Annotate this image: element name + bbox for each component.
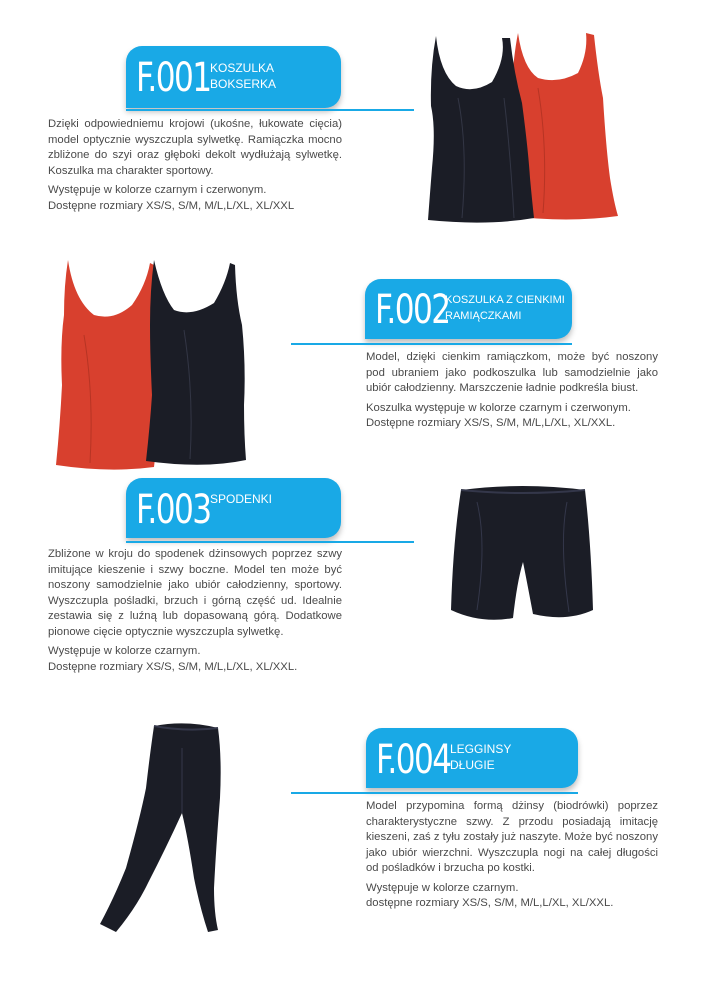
colors-text: Występuje w kolorze czarnym i czerwonym. [48,184,267,196]
sizes-text: dostępne rozmiary XS/S, S/M, M/L,L/XL, XL/XXL. [366,897,614,909]
colors-text: Koszulka występuje w kolorze czarnym i czerwonym. [366,401,631,414]
product-name-line1: SPODENKI [210,492,273,506]
product-image-leggings [96,718,246,943]
section-divider [291,343,572,345]
product-name-line1: LEGGINSY [450,742,512,756]
product-image-camisoles [54,255,254,475]
section-divider [291,792,578,794]
product-badge-f002 [365,279,572,339]
description-text: Zbliżone w kroju do spodenek dżinsowych poprzez szwy imitujące kieszenie i szwy boczne. Model ten może być noszony samodzielnie jako ubiór całodzienny, sportowy. Wyszczupla pośladki, brzuch i górną część ud. Idealnie zestawia się z luźną lub dopasowaną górą. Dodatkowe pionowe cięcie optycznie wyszczupla sylwetkę. [48,548,342,638]
colors-text: Występuje w kolorze czarnym. [366,881,519,894]
section-divider [126,109,414,111]
product-name-line1: KOSZULKA Z CIENKIMI [445,294,565,306]
product-code: F.002 [375,287,450,333]
product-description-f003 [48,547,342,679]
description-text: Dzięki odpowiedniemu krojowi (ukośne, łukowate cięcia) model optycznie wyszczupla sylwetkę. Ramiączka mocno zbliżone do szyi oraz głęboki dekolt wydłużają sylwetkę. Koszulka ma charakter sportowy. [48,118,342,177]
description-text: Model przypomina formą dżinsy (biodrówki) poprzez charakterystyczne szwy. Z przodu posiadają imitację kieszeni, zaś z tyłu zostały już naszyte. Może być noszony jako ubiór wierzchni. Wyszczupla nogi na całej długości od pośladków i brzucha po kostki. [366,800,658,874]
sizes-text: Dostępne rozmiary XS/S, S/M, M/L,L/XL, XL/XXL [48,199,295,212]
product-badge-f004 [366,728,578,788]
product-name-line2: RAMIĄCZKAMI [445,310,522,322]
section-divider [126,541,414,543]
product-code: F.004 [376,737,451,783]
product-name-line2: DŁUGIE [450,758,495,772]
product-code: F.003 [136,487,211,533]
colors-text: Występuje w kolorze czarnym. [48,645,201,657]
product-description-f002 [366,350,658,436]
product-name-line1: KOSZULKA [210,61,275,75]
product-description-f004 [366,799,658,916]
product-name-line2: BOKSERKA [210,77,277,91]
product-code: F.001 [136,55,211,101]
sizes-text: Dostępne rozmiary XS/S, S/M, M/L,L/XL, XL/XXL. [366,417,616,429]
product-badge-f001 [126,46,341,108]
product-image-tank-tops [418,28,648,228]
product-description-f001 [48,117,342,218]
product-badge-f003 [126,478,341,538]
product-image-shorts [447,482,597,627]
description-text: Model, dzięki cienkim ramiączkom, może być noszony pod ubraniem jako podkoszulka lub samodzielnie jako ubiór całodzienny. Marszczenie ładnie podkreśla biust. [366,351,658,394]
sizes-text: Dostępne rozmiary XS/S, S/M, M/L,L/XL, XL/XXL. [48,660,298,673]
